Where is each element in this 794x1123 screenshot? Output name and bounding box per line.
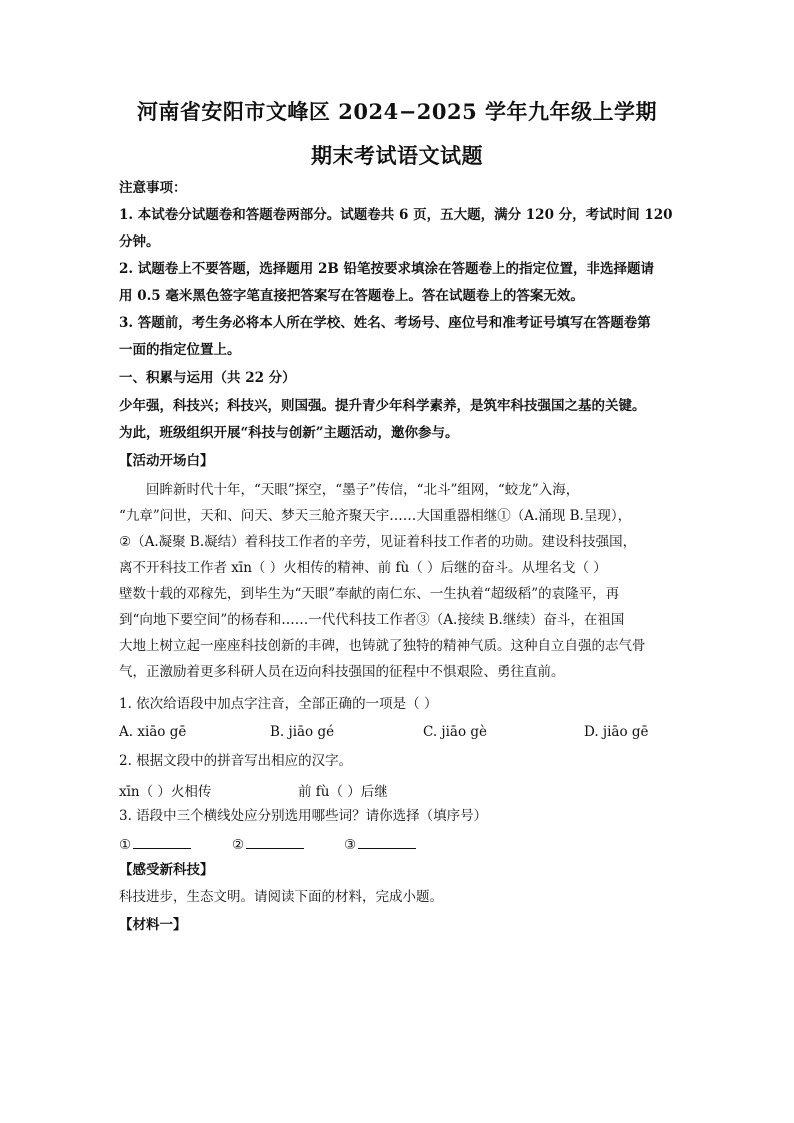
blank-label: ②: [232, 837, 245, 853]
page-title-line1: 河南省安阳市文峰区 2024−2025 学年九年级上学期: [136, 99, 658, 124]
notice-line: 3. 答题前，考生务必将本人所在学校、姓名、考场号、座位号和准考证号填写在答题卷第: [119, 315, 651, 331]
blank-line: [133, 834, 191, 849]
passage-line: 到“向地下要空间”的杨春和……一代代科技工作者③（A.接续 B.继续）奋斗，在祖国: [119, 612, 625, 628]
notice-line: 用 0.5 毫米黑色签字笔直接把答案写在答题卷上。答在试题卷上的答案无效。: [119, 288, 584, 304]
question-1-stem: 1. 依次给语段中加点字注音，全部正确的一项是（ ）: [119, 696, 438, 712]
question-2-part-1: xīn（ ）火相传: [119, 784, 212, 800]
section-intro-line: 为此，班级组织开展“科技与创新”主题活动，邀你参与。: [119, 425, 459, 441]
question-2-part-2: 前 fù（ ）后继: [298, 784, 388, 800]
answer-blank-2[interactable]: [232, 834, 304, 853]
blank-line: [246, 834, 304, 849]
answer-blank-1[interactable]: [119, 834, 191, 853]
notice-line: 分钟。: [119, 234, 160, 250]
notice-line: 1. 本试卷分试题卷和答题卷两部分。试题卷共 6 页，五大题，满分 120 分，考试时间 120: [119, 207, 673, 223]
passage-line: 大地上树立起一座座科技创新的丰碑，也铸就了独特的精神气质。这种自立自强的志气骨: [119, 638, 646, 654]
passage-line: “九章”问世，天和、问天、梦天三舱齐聚天宇……大国重器相继①（A.涌现 B.呈现），: [119, 508, 632, 524]
question-1-option-c: C. jiāo gè: [423, 724, 488, 740]
blank-line: [358, 834, 416, 849]
passage-line: 回眸新时代十年，“天眼”探空，“墨子”传信，“北斗”组网，“蛟龙”入海，: [146, 482, 580, 498]
passage-line: 离不开科技工作者 xīn（ ）火相传的精神、前 fù（ ）后继的奋斗。从埋名戈（ ）: [119, 560, 607, 576]
blank-label: ①: [119, 837, 132, 853]
notice-heading: 注意事项：: [119, 180, 187, 196]
feel-tech-title: 【感受新科技】: [119, 862, 214, 878]
notice-line: 2. 试题卷上不要答题，选择题用 2B 铅笔按要求填涂在答题卷上的指定位置，非选择题请: [119, 261, 654, 277]
question-1-option-a: A. xiāo gē: [119, 724, 187, 740]
feel-tech-text: 科技进步，生态文明。请阅读下面的材料，完成小题。: [119, 889, 443, 905]
page-title-line2: 期末考试语文试题: [311, 143, 483, 168]
question-2-stem: 2. 根据文段中的拼音写出相应的汉字。: [119, 753, 353, 769]
answer-blank-3[interactable]: [344, 834, 416, 853]
section-heading: 一、积累与运用（共 22 分）: [119, 370, 296, 386]
passage-line: 气，正激励着更多科研人员在迈向科技强国的征程中不惧艰险、勇往直前。: [119, 664, 565, 680]
material-one-title: 【材料一】: [119, 917, 187, 933]
section-intro-line: 少年强，科技兴；科技兴，则国强。提升青少年科学素养，是筑牢科技强国之基的关键。: [119, 398, 646, 414]
question-3-stem: 3. 语段中三个横线处应分别选用哪些词？请你选择（填序号）: [119, 808, 488, 824]
passage-line: 壁数十载的邓稼先，到毕生为“天眼”奉献的南仁东、一生执着“超级稻”的袁隆平，再: [119, 586, 620, 602]
passage-line: ②（A.凝聚 B.凝结）着科技工作者的辛劳，见证着科技工作者的功勋。建设科技强国，: [119, 534, 637, 550]
question-1-option-b: B. jiāo gé: [270, 724, 335, 740]
notice-line: 一面的指定位置上。: [119, 342, 241, 358]
activity-title: 【活动开场白】: [119, 453, 214, 469]
blank-label: ③: [344, 837, 357, 853]
question-1-option-d: D. jiāo gē: [584, 724, 649, 740]
